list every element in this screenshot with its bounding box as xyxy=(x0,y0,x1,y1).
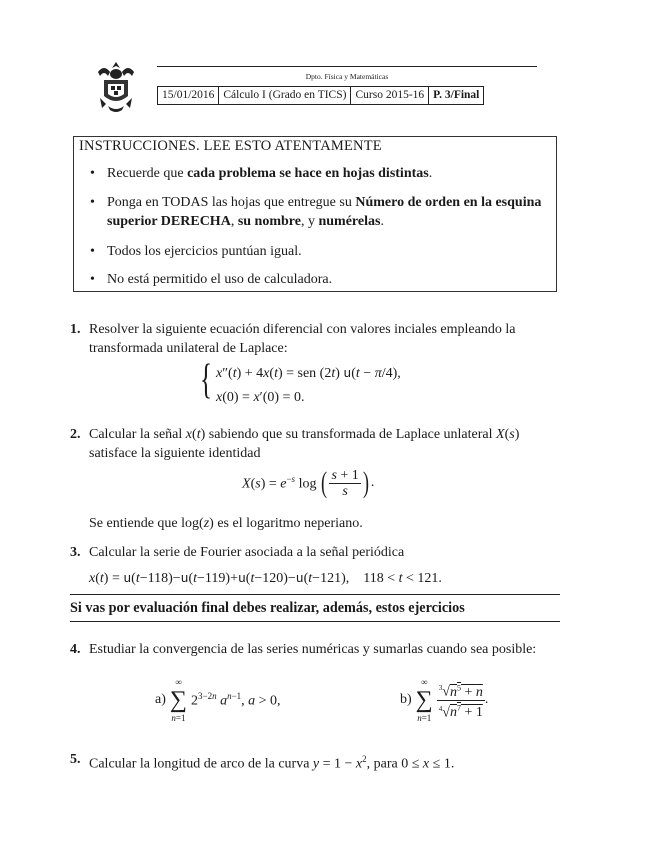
series-a: a) ∞ ∑ n=1 $2^{3-2n}$ $a^{n-1}$, a > 0, xyxy=(155,677,281,723)
instruction-emphasis: Número de orden en la esquina superior DERECHA xyxy=(107,195,542,229)
bullet-icon: • xyxy=(90,272,95,287)
problem-2: 2. Calcular la señal x(t) sabiendo que su transformada de Laplace unlateral X(s) satisface la siguiente identidad xyxy=(70,427,520,461)
equation-line: x″(t) + 4x(t) = sen (2t) u(t − π/4), xyxy=(216,366,401,381)
instruction-item xyxy=(90,242,554,261)
section-divider xyxy=(70,594,560,595)
page-indicator: P. 3/Final xyxy=(433,89,480,101)
problem-2-note: Se entiende que log(z) es el logaritmo neperiano. xyxy=(89,516,363,531)
problem-number: 2. xyxy=(70,427,81,442)
left-brace: { xyxy=(200,357,213,403)
instruction-emphasis: numérelas xyxy=(318,214,381,229)
problem-text: , para xyxy=(366,756,402,772)
problem-text: Estudiar la convergencia de las series numéricas y sumarlas cuando sea posible: xyxy=(89,642,537,657)
problem-text: Calcular la señal xyxy=(89,427,186,442)
problem-1 xyxy=(70,320,562,358)
problem-3-signal: x(t) = u(t−118)−u(t−119)+u(t−120)−u(t−121), 118 < t < 121. xyxy=(89,571,442,586)
instruction-item xyxy=(90,270,554,289)
final-exam-heading: Si vas por evaluación final debes realizar, además, estos ejercicios xyxy=(70,600,465,616)
instruction-text: Ponga en TODAS las hojas que entregue su xyxy=(107,195,356,210)
instruction-text: . xyxy=(428,166,433,181)
problem-text: Resolver la siguiente ecuación diferencial con valores inciales empleando la transformada unilateral de Laplace: xyxy=(89,322,516,356)
equation-line: x(0) = x′(0) = 0. xyxy=(216,390,305,405)
exam-date: 15/01/2016 xyxy=(158,87,219,104)
problem-number: 1. xyxy=(70,322,81,337)
problem-text: Se entiende que xyxy=(89,516,182,531)
problem-2-identity: $X(s) = e^{-s}$ log ( $\frac{s + 1}{s}$ ) . xyxy=(242,466,375,499)
problem-text: es el logaritmo neperiano. xyxy=(213,516,363,531)
problem-text: Calcular la longitud de arco de la curva xyxy=(89,756,313,772)
university-crest-logo xyxy=(94,58,138,114)
academic-year: Curso 2015-16 xyxy=(351,87,429,104)
problem-text: satisface la siguiente identidad xyxy=(89,446,261,461)
department-name: Dpto. Física y Matemáticas xyxy=(305,72,389,81)
instructions-title: INSTRUCCIONES. LEE ESTO ATENTAMENTE xyxy=(79,138,382,154)
instruction-text: . xyxy=(380,214,384,229)
instruction-text: Recuerde que xyxy=(107,166,188,181)
instruction-text: , xyxy=(230,214,238,229)
problem-text: sabiendo que su transformada de Laplace unlateral xyxy=(205,427,497,442)
header-info-table xyxy=(157,86,484,105)
problem-text: Calcular la serie de Fourier asociada a la señal periódica xyxy=(89,545,405,560)
instruction-text: No está permitido el uso de calculadora. xyxy=(107,272,333,287)
problem-4 xyxy=(70,640,562,659)
problem-number: 3. xyxy=(70,545,81,560)
problem-3 xyxy=(70,543,562,562)
section-divider xyxy=(70,621,560,622)
bullet-icon: • xyxy=(90,166,95,181)
series-label: a) xyxy=(155,692,166,707)
problem-number: 5. xyxy=(70,752,81,767)
problem-5: 5. Calcular la longitud de arco de la curva $y = 1 - x^2$, para 0 ≤ x ≤ 1. xyxy=(70,752,455,772)
instruction-emphasis: cada problema se hace en hojas distintas xyxy=(187,166,429,181)
course-name: Cálculo I (Grado en TICS) xyxy=(219,87,351,104)
instruction-emphasis: su nombre xyxy=(237,214,301,229)
instructions-box xyxy=(73,136,557,292)
instruction-text: , y xyxy=(300,214,319,229)
instruction-item xyxy=(90,164,554,183)
series-label: b) xyxy=(400,692,412,707)
instruction-item xyxy=(90,193,554,231)
bullet-icon: • xyxy=(90,195,95,210)
series-b: b) ∞ ∑ n=1 $\frac{^3√n^5 + n}{^4√n^7 + 1}$ . xyxy=(400,677,489,723)
problem-number: 4. xyxy=(70,642,81,657)
header-top-rule xyxy=(157,66,537,67)
instruction-text: Todos los ejercicios puntúan igual. xyxy=(107,244,302,259)
bullet-icon: • xyxy=(90,244,95,259)
